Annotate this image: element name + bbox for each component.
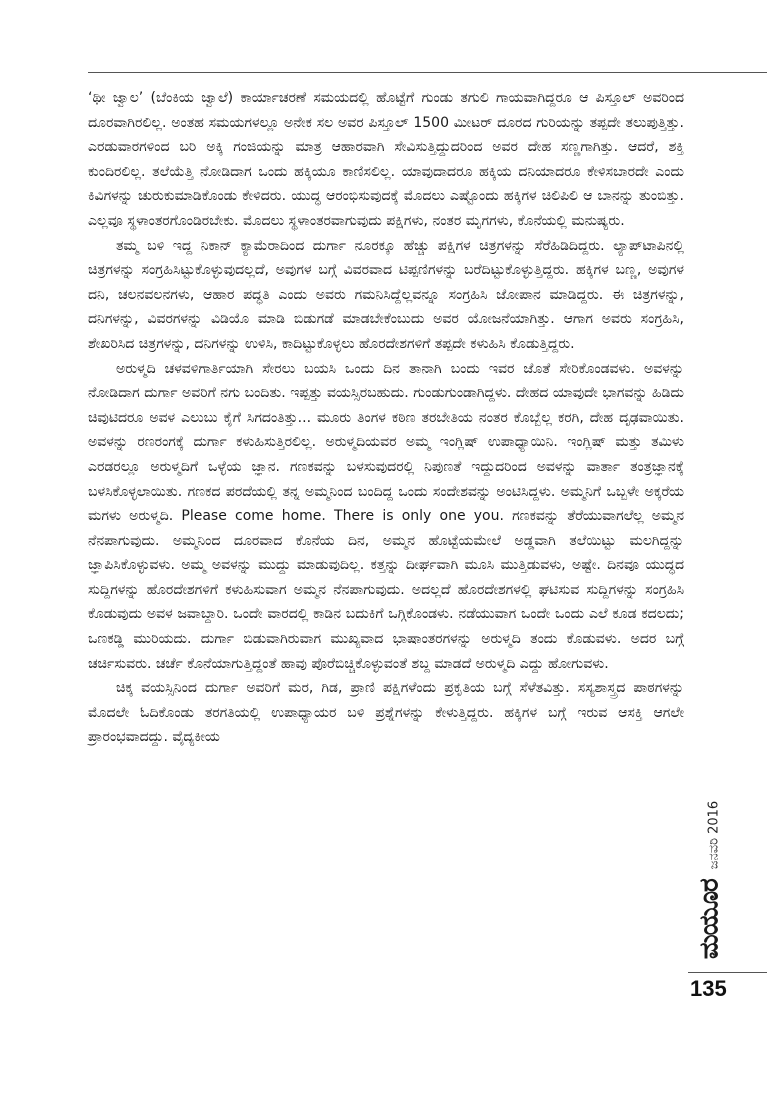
paragraph-4: ಚಿಕ್ಕ ವಯಸ್ಸಿನಿಂದ ದುರ್ಗಾ ಅವರಿಗೆ ಮರ, ಗಿಡ, ಪ್ರಾಣಿ ಪಕ್ಷಿಗಳೆಂದು ಪ್ರಕೃತಿಯ ಬಗ್ಗೆ ಸೆಳೆತವಿತ್ತು. ಸಸ್ಯಶಾಸ್ತ್ರದ ಪಾಠಗಳನ್ನು ಮೊದಲೇ ಓದಿಕೊಂಡು ತರಗತಿಯಲ್ಲಿ ಉಪಾಧ್ಯಾಯರ ಬಳಿ ಪ್ರಶ್ನೆಗಳನ್ನು ಕೇಳುತ್ತಿದ್ದರು. ಹಕ್ಕಿಗಳ ಬಗ್ಗೆ ಇರುವ ಆಸಕ್ತಿ ಆಗಲೇ ಪ್ರಾರಂಭವಾದದ್ದು. ವೈದ್ಯಕೀಯ (88, 680, 684, 746)
magazine-sidebar (690, 800, 730, 960)
header-rule (88, 72, 767, 73)
magazine-logo: ಮಯೂರ (694, 879, 725, 960)
article-body (88, 86, 684, 750)
paragraph-3: ಅರುಳ್ಮದಿ ಚಳವಳಿಗಾರ್ತಿಯಾಗಿ ಸೇರಲು ಬಯಸಿ ಒಂದು ದಿನ ತಾನಾಗಿ ಬಂದು ಇವರ ಜೊತೆ ಸೇರಿಕೊಂಡವಳು. ಅವಳನ್ನು ನೋಡಿದಾಗ ದುರ್ಗಾ ಅವರಿಗೆ ನಗು ಬಂದಿತು. ಇಪ್ಪತ್ತು ವಯಸ್ಸಿರಬಹುದು. ಗುಂಡುಗುಂಡಾಗಿದ್ದಳು. ದೇಹದ ಯಾವುದೇ ಭಾಗವನ್ನು ಹಿಡಿದು ಚಿವುಟಿದರೂ ಅವಳ ಎಲುಬು ಕೈಗೆ ಸಿಗದಂತಿತ್ತು... ಮೂರು ತಿಂಗಳ ಕಠಿಣ ತರಬೇತಿಯ ನಂತರ ಕೊಬ್ಬೆಲ್ಲ ಕರಗಿ, ದೇಹ ದೃಢವಾಯಿತು. ಅವಳನ್ನು ರಣರಂಗಕ್ಕೆ ದುರ್ಗಾ ಕಳುಹಿಸುತ್ತಿರಲಿಲ್ಲ. ಅರುಳ್ಮದಿಯವರ ಅಮ್ಮ ಇಂಗ್ಲಿಷ್ ಉಪಾಧ್ಯಾಯಿನಿ. ಇಂಗ್ಲಿಷ್ ಮತ್ತು ತಮಿಳು ಎರಡರಲ್ಲೂ ಅರುಳ್ಮದಿಗೆ ಒಳ್ಳೆಯ ಜ್ಞಾನ. ಗಣಕವನ್ನು ಬಳಸುವುದರಲ್ಲಿ ನಿಪುಣತೆ ಇದ್ದುದರಿಂದ ಅವಳನ್ನು ವಾರ್ತಾ ತಂತ್ರಜ್ಞಾನಕ್ಕೆ ಬಳಸಿಕೊಳ್ಳಲಾಯಿತು. ಗಣಕದ ಪರದೆಯಲ್ಲಿ ತನ್ನ ಅಮ್ಮನಿಂದ ಬಂದಿದ್ದ ಒಂದು ಸಂದೇಶವನ್ನು ಅಂಟಿಸಿದ್ದಳು. ಅಮ್ಮನಿಗೆ ಒಬ್ಬಳೇ ಅಕ್ಕರೆಯ ಮಗಳು ಅರುಳ್ಮದಿ. Please come home. There is only one you. ಗಣಕವನ್ನು ತೆರೆಯುವಾಗಲೆಲ್ಲ ಅಮ್ಮನ ನೆನಪಾಗುವುದು. ಅಮ್ಮನಿಂದ ದೂರವಾದ ಕೊನೆಯ ದಿನ, ಅಮ್ಮನ ಹೊಟ್ಟೆಯಮೇಲೆ ಅಡ್ಡವಾಗಿ ತಲೆಯಿಟ್ಟು ಮಲಗಿದ್ದನ್ನು ಜ್ಞಾಪಿಸಿಕೊಳ್ಳುವಳು. ಅಮ್ಮ ಅವಳನ್ನು ಮುದ್ದು ಮಾಡುವುದಿಲ್ಲ. ಕತ್ತನ್ನು ದೀರ್ಘವಾಗಿ ಮೂಸಿ ಮುತ್ತಿಡುವಳು, ಅಷ್ಟೇ. ದಿನವೂ ಯುದ್ಧದ ಸುದ್ದಿಗಳನ್ನು ಹೊರದೇಶಗಳಿಗೆ ಕಳುಹಿಸುವಾಗ ಅಮ್ಮನ ನೆನಪಾಗುವುದು. ಅದಲ್ಲದೆ ಹೊರದೇಶಗಳಲ್ಲಿ ಘಟಿಸುವ ಸುದ್ದಿಗಳನ್ನು ಸಂಗ್ರಹಿಸಿ ಕೊಡುವುದು ಅವಳ ಜವಾಬ್ದಾರಿ. ಒಂದೇ ವಾರದಲ್ಲಿ ಕಾಡಿನ ಬದುಕಿಗೆ ಒಗ್ಗಿಕೊಂಡಳು. ನಡೆಯುವಾಗ ಒಂದೇ ಒಂದು ಎಲೆ ಕೂಡ ಕದಲದು; ಒಣಕಡ್ಡಿ ಮುರಿಯದು. ದುರ್ಗಾ ಬಿಡುವಾಗಿರುವಾಗ ಮುಖ್ಯವಾದ ಭಾಷಾಂತರಗಳನ್ನು ಅರುಳ್ಮದಿ ತಂದು ಕೊಡುವಳು. ಅದರ ಬಗ್ಗೆ ಚರ್ಚಿಸುವರು. ಚರ್ಚೆ ಕೊನೆಯಾಗುತ್ತಿದ್ದಂತೆ ಹಾವು ಪೊರೆಬಿಚ್ಚಿಕೊಳ್ಳುವಂತೆ ಶಬ್ದ ಮಾಡದೆ ಅರುಳ್ಮದಿ ಎದ್ದು ಹೋಗುವಳು. (88, 360, 684, 672)
page-number: 135 (690, 976, 727, 1001)
footer-rule (688, 972, 767, 973)
issue-date: ಜನವರಿ 2016 (706, 800, 722, 870)
paragraph-1: ‘ಥೀ ಜ್ವಾಲ’ (ಬೆಂಕಿಯ ಜ್ವಾಲೆ) ಕಾರ್ಯಾಚರಣೆ ಸಮಯದಲ್ಲಿ ಹೊಟ್ಟೆಗೆ ಗುಂಡು ತಗುಲಿ ಗಾಯವಾಗಿದ್ದರೂ ಆ ಪಿಸ್ತೂಲ್ ಅವರಿಂದ ದೂರವಾಗಿರಲಿಲ್ಲ. ಅಂತಹ ಸಮಯಗಳಲ್ಲೂ ಅನೇಕ ಸಲ ಅವರ ಪಿಸ್ತೂಲ್ 1500 ಮೀಟರ್ ದೂರದ ಗುರಿಯನ್ನು ತಪ್ಪದೇ ತಲುಪುತ್ತಿತ್ತು. ಎರಡುವಾರಗಳಿಂದ ಬರಿ ಅಕ್ಕಿ ಗಂಜಿಯನ್ನು ಮಾತ್ರ ಆಹಾರವಾಗಿ ಸೇವಿಸುತ್ತಿದ್ದುದರಿಂದ ಅವರ ದೇಹ ಸಣ್ಣಗಾಗಿತ್ತು. ಆದರೆ, ಶಕ್ತಿ ಕುಂದಿರಲಿಲ್ಲ. ತಲೆಯೆತ್ತಿ ನೋಡಿದಾಗ ಒಂದು ಹಕ್ಕಿಯೂ ಕಾಣಿಸಲಿಲ್ಲ. ಯಾವುದಾದರೂ ಹಕ್ಕಿಯ ದನಿಯಾದರೂ ಕೇಳಿಸಬಾರದೇ ಎಂದು ಕಿವಿಗಳನ್ನು ಚುರುಕುಮಾಡಿಕೊಂಡು ಕೇಳಿದರು. ಯುದ್ಧ ಆರಂಭಿಸುವುದಕ್ಕೆ ಮೊದಲು ಎಷ್ಟೊಂದು ಹಕ್ಕಿಗಳ ಚಿಲಿಪಿಲಿ ಆ ಬಾನನ್ನು ತುಂಬಿತ್ತು. ಎಲ್ಲವೂ ಸ್ಥಳಾಂತರಗೊಂಡಿರಬೇಕು. ಮೊದಲು ಸ್ಥಳಾಂತರವಾಗುವುದು ಪಕ್ಷಿಗಳು, ನಂತರ ಮೃಗಗಳು, ಕೊನೆಯಲ್ಲಿ ಮನುಷ್ಯರು. (88, 90, 684, 229)
paragraph-2: ತಮ್ಮ ಬಳಿ ಇದ್ದ ನಿಕಾನ್ ಕ್ಯಾಮೆರಾದಿಂದ ದುರ್ಗಾ ನೂರಕ್ಕೂ ಹೆಚ್ಚು ಪಕ್ಷಿಗಳ ಚಿತ್ರಗಳನ್ನು ಸೆರೆಹಿಡಿದಿದ್ದರು. ಲ್ಯಾಪ್‌ಟಾಪಿನಲ್ಲಿ ಚಿತ್ರಗಳನ್ನು ಸಂಗ್ರಹಿಸಿಟ್ಟುಕೊಳ್ಳುವುದಲ್ಲದೆ, ಅವುಗಳ ಬಗ್ಗೆ ವಿವರವಾದ ಟಿಪ್ಪಣಿಗಳನ್ನು ಬರೆದಿಟ್ಟುಕೊಳ್ಳುತ್ತಿದ್ದರು. ಹಕ್ಕಿಗಳ ಬಣ್ಣ, ಅವುಗಳ ದನಿ, ಚಲನವಲನಗಳು, ಆಹಾರ ಪದ್ಧತಿ ಎಂದು ಅವರು ಗಮನಿಸಿದ್ದೆಲ್ಲವನ್ನೂ ಸಂಗ್ರಹಿಸಿ ಜೋಪಾನ ಮಾಡಿದ್ದರು. ಈ ಚಿತ್ರಗಳನ್ನು, ದನಿಗಳನ್ನು, ವಿವರಗಳನ್ನು ವಿಡಿಯೊ ಮಾಡಿ ಬಿಡುಗಡೆ ಮಾಡಬೇಕೆಂಬುದು ಅವರ ಯೋಜನೆಯಾಗಿತ್ತು. ಆಗಾಗ ಅವರು ಸಂಗ್ರಹಿಸಿ, ಶೇಖರಿಸಿದ ಚಿತ್ರಗಳನ್ನು, ದನಿಗಳನ್ನು ಉಳಿಸಿ, ಕಾದಿಟ್ಟುಕೊಳ್ಳಲು ಹೊರದೇಶಗಳಿಗೆ ತಪ್ಪದೇ ಕಳುಹಿಸಿ ಕೊಡುತ್ತಿದ್ದರು. (88, 237, 684, 352)
